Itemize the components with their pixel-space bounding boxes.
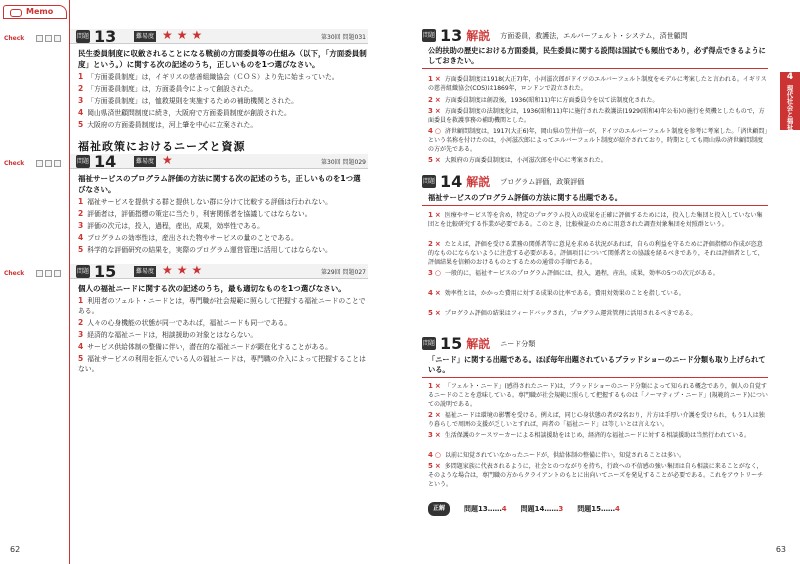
difficulty-stars: ★★★: [162, 263, 207, 277]
q13-option-5: 5 大阪府の方面委員制度は，河上肇を中心に立案された。: [78, 120, 258, 129]
memo-tab: [3, 5, 67, 19]
q13-option-4: 4 岡山県済世顧問制度に続き，大阪府で方面委員制度が創設された。: [78, 108, 291, 117]
question-source: 第30回 問題029: [321, 159, 366, 166]
check-box[interactable]: [54, 270, 61, 277]
a15-item-2: 2 × 福祉ニードは環境の影響を受ける。例えば，同じ心身状態の者が2名おり，片方は手厚い介護を受けられ，もう1人は独り暮らしで周囲の支援が乏しいとすれば，両者の「福祉ニード」は等しいとは言えない。: [428, 411, 765, 428]
a13-item-4: 4 ○ 済世顧問制度は，1917(大正6)年，岡山県の笠井信一が，ドイツのエルバーフェルト制度を参考に考案した。「済世顧問」という名称を付けたのは，小河滋次郎によってエルバーフェルト制度が紹介されており，時期としても岡山県の済世顧問制度の方が先である。: [428, 127, 768, 153]
check-box[interactable]: [45, 270, 52, 277]
explanation-label: 解説: [466, 175, 491, 189]
question-source: 第29回 問題027: [321, 269, 366, 276]
check-box[interactable]: [36, 160, 43, 167]
q14-option-4: 4 プログラムの効率性は，産出された物やサービスの量のことである。: [78, 233, 298, 242]
memo-margin-line: [69, 0, 70, 564]
a15-item-5: 5 × 多問題家族に代表されるように，社会とのつながりを持ち，行政への不信感の強い集団は自ら相談に来ることがなく，そのような場合は，専門職の方からクライアントのもとに出向いてニーズを発見することが必要である。これをアウトリーチという。: [428, 462, 764, 488]
correct-answer-badge: 正解: [428, 502, 450, 516]
question-source: 第30回 問題031: [321, 34, 366, 41]
a13-item-3: 3 × 方面委員制度の法制度化は，1936(昭和11)年に施行された救護法(1929(昭和4)年公布)の施行を契機としたもので，方面委員を救護事務の補助機関とした。: [428, 107, 765, 124]
divider: [422, 377, 768, 378]
q15-option-4: 4 サービス供給体制の整備に伴い，潜在的な福祉ニードが顕在化することがある。: [78, 342, 332, 351]
question-number: 13: [94, 27, 117, 46]
question-number: 15: [440, 334, 463, 353]
question-number: 14: [94, 152, 117, 171]
question-14-text: 福祉サービスのプログラム評価の方法に関する次の記述のうち，正しいものを1つ選びなさい。: [78, 174, 361, 194]
a15-item-4: 4 ○ 以前に知覚されていなかったニードが，供給体制の整備に伴い，知覚されることは多い。: [428, 451, 685, 459]
a14-item-3: 3 ○ 一般的に，福祉サービスのプログラム評価には，投入，過程，産出，成果，効率の5つの次元がある。: [428, 269, 719, 277]
difficulty-badge: 難易度: [135, 158, 154, 165]
a13-item-5: 5 × 大阪府の方面委員制度は，小河滋次郎を中心に考案された。: [428, 156, 607, 164]
divider: [422, 205, 768, 206]
answer-15-lead: 「ニード」に関する出題である。ほぼ毎年出題されているブラッドショーのニード分類も取り上げられている。: [428, 355, 766, 374]
explanation-label: 解説: [466, 29, 491, 43]
question-badge: 問題: [76, 155, 90, 168]
question-13-header: [70, 29, 368, 44]
a14-item-2: 2 × たとえば，評価を受ける業務の関係者等に意見を求める状況があれば，自らの利益を守るために評価指標の作成が恣意的なものにならないように注意する必要がある。評価項目について関係者との協議を経るべきであり，それは評価者として，評価結果を信頼のおけるものとするための通常の手順である。: [428, 240, 764, 266]
check-box[interactable]: [54, 35, 61, 42]
page-number: 63: [775, 545, 786, 554]
q14-option-2: 2 評価者は，評価指標の策定に当たり，利害関係者を協議してはならない。: [78, 209, 312, 218]
question-15-text: 個人の福祉ニードに関する次の記述のうち，最も適切なものを1つ選びなさい。: [78, 284, 346, 293]
memo-label: Memo: [26, 7, 54, 16]
question-number: 14: [440, 172, 463, 191]
right-page: [400, 0, 800, 564]
chapter-side-tab: [780, 72, 800, 130]
question-badge: 問題: [76, 30, 90, 43]
question-15-header: [70, 264, 368, 279]
check-box[interactable]: [36, 270, 43, 277]
answer-14-header: [422, 174, 584, 189]
q14-option-3: 3 評価の次元は，投入，過程，産出，成果，効率性である。: [78, 221, 264, 230]
answer-summary: [428, 502, 620, 516]
question-badge: 問題: [422, 29, 436, 42]
question-number: 15: [94, 262, 117, 281]
question-badge: 問題: [422, 175, 436, 188]
a14-item-1: 1 × 医療やサービス等を含め，特定のプログラム投入の成果を正確に評価するためには，投入した集団と投入していない集団とを比較研究する作業が必要である。このとき，比較検証のために用意された調査対象集団を対照群という。: [428, 211, 763, 228]
a15-item-3: 3 × 生活保護のケースワーカーによる相談援助をはじめ，経済的な福祉ニードに対する相談援助は当然行われている。: [428, 431, 751, 439]
explanation-label: 解説: [466, 337, 491, 351]
answer-13-header: [422, 28, 688, 43]
q14-option-1: 1 福祉サービスを提供する群と提供しない群に分けて比較する評価は行われない。: [78, 197, 332, 206]
a13-item-1: 1 × 方面委員制度は1918(大正7)年，小河滋次郎がドイツのエルバーフェルト制度をモデルに考案したと言われる。イギリスの慈善組織協会(COS)は1869年，ロンドンで設立された。: [428, 75, 767, 92]
check-boxes-q15: Check: [4, 268, 61, 278]
question-badge: 問題: [76, 265, 90, 278]
question-number: 13: [440, 26, 463, 45]
answer-13: 問題13……4: [464, 505, 507, 513]
difficulty-stars: ★★★: [162, 28, 207, 42]
q15-option-2: 2 人々の心身機能の状態が同一であれば，福祉ニードも同一である。: [78, 318, 292, 327]
chapter-title: 現代社会と福祉: [785, 85, 794, 131]
a15-item-1: 1 × 「フェルト・ニード」(感得されたニード)は，ブラッドショーのニード分類によって知られる概念であり，個人の自覚するニードのことを意味している。専門職が社会規範に照らして把握するものは「ノーマティブ・ニード」(規範的ニード)についての説明である。: [428, 382, 768, 408]
question-badge: 問題: [422, 337, 436, 350]
answer-14: 問題14……3: [520, 505, 564, 513]
difficulty-badge: 難易度: [135, 268, 154, 275]
page-number: 62: [10, 545, 21, 554]
q13-option-3: 3 「方面委員制度」は，恤救規則を実施するための補助機関とされた。: [78, 96, 298, 105]
topic-keywords: 方面委員，救護法，エルバーフェルト・システム，済世顧問: [500, 31, 688, 40]
a14-item-5: 5 × プログラム評価の結果はフィードバックされ，プログラム運営管理に活用されるべきである。: [428, 309, 697, 317]
cat-icon: [10, 9, 22, 17]
check-box[interactable]: [45, 160, 52, 167]
topic-keywords: プログラム評価，政策評価: [500, 177, 585, 186]
check-box[interactable]: [54, 160, 61, 167]
q14-option-5: 5 科学的な評価研究の結果を，実際のプログラム運営管理に活用してはならない。: [78, 245, 332, 254]
topic-keywords: ニード分類: [500, 339, 536, 348]
a14-item-4: 4 × 効率性とは，かかった費用に対する成果の比率である。費用対効果のことを指している。: [428, 289, 685, 297]
divider: [422, 68, 768, 69]
difficulty-badge: 難易度: [135, 33, 154, 40]
check-boxes-q14: Check: [4, 158, 61, 168]
q15-option-3: 3 経済的な福祉ニードは，相談援助の対象とはならない。: [78, 330, 258, 339]
chapter-number: 4: [786, 72, 794, 82]
answer-15-header: [422, 336, 535, 351]
q13-option-1: 1 「方面委員制度」は，イギリスの慈善組織協会（ＣＯＳ）より先に始まっていた。: [78, 72, 339, 81]
q15-option-5: 5 福祉サービスの利用を拒んでいる人の福祉ニードは，専門職の介入によって把握することはない。: [78, 354, 366, 373]
a13-item-2: 2 × 方面委員制度は創設後，1936(昭和11)年に方面委員令を以て法制度化された。: [428, 96, 659, 104]
answer-15: 問題15……4: [577, 505, 620, 513]
check-label: Check: [4, 34, 25, 42]
question-14-header: [70, 154, 368, 169]
check-box[interactable]: [36, 35, 43, 42]
q15-option-1: 1 利用者のフェルト・ニードとは，専門職が社会規範に照らして把握する福祉ニードのことである。: [78, 296, 366, 315]
section-title: 福祉政策におけるニーズと資源: [78, 140, 246, 153]
answer-14-lead: 福祉サービスのプログラム評価の方法に関する出題である。: [428, 193, 622, 202]
q13-option-2: 2 「方面委員制度」は，方面委員令によって創設された。: [78, 84, 258, 93]
check-boxes-q13: [4, 33, 61, 43]
difficulty-stars: ★: [162, 153, 177, 167]
question-13-text: 民生委員制度に収斂されることになる戦前の方面委員等の仕組み（以下，「方面委員制度」という。）に関する次の記述のうち，正しいものを1つ選びなさい。: [78, 49, 367, 69]
answer-13-lead: 公的扶助の歴史における方面委員，民生委員に関する設問は国試でも頻出であり，必ず得点できるようにしておきたい。: [428, 46, 766, 65]
check-box[interactable]: [45, 35, 52, 42]
